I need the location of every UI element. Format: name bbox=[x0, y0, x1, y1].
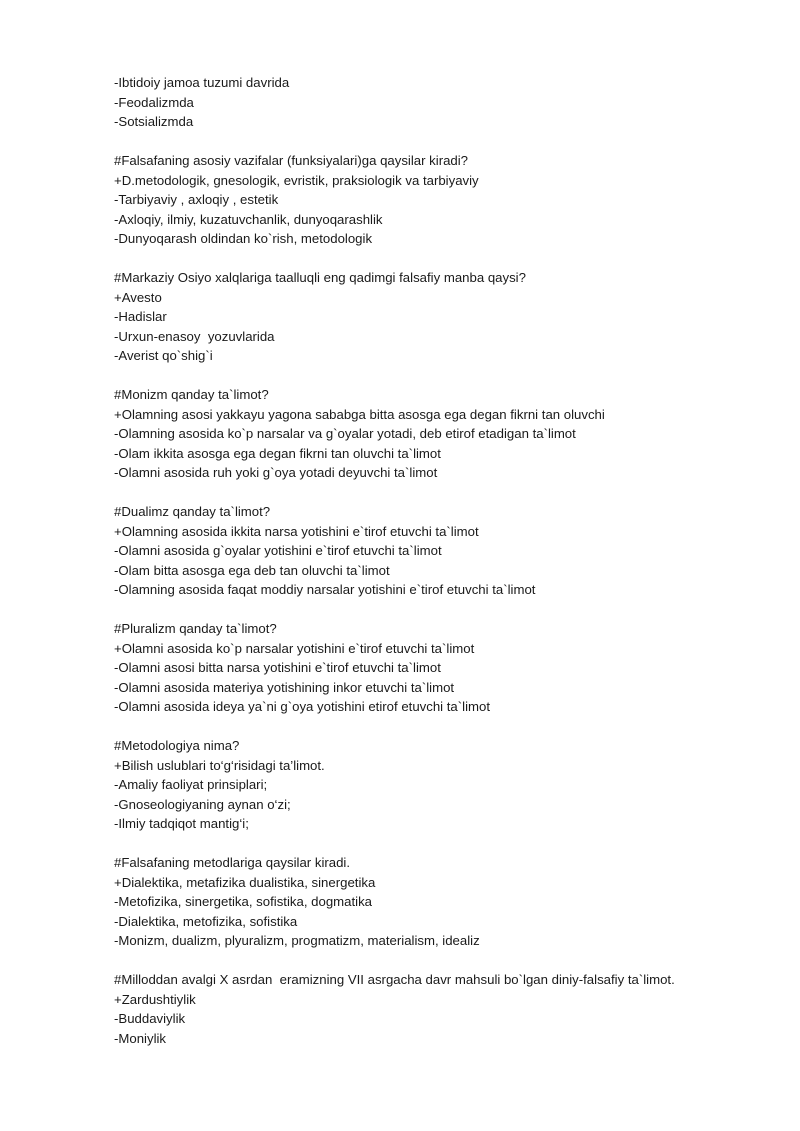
option-line: +Avesto bbox=[114, 289, 162, 305]
option-line: -Olam bitta asosga ega deb tan oluvchi ta`limot bbox=[114, 562, 390, 578]
question-block bbox=[114, 970, 740, 1048]
option-line: -Amaliy faoliyat prinsiplari; bbox=[114, 777, 268, 792]
option-line: -Olam ikkita asosga ega degan fikrni tan oluvchi ta`limot bbox=[114, 445, 441, 461]
option-line: -Olamning asosida faqat moddiy narsalar yotishini e`tirof etuvchi ta`limot bbox=[114, 582, 536, 597]
question-text: #Falsafaning asosiy vazifalar (funksiyalari)ga qaysilar kiradi? bbox=[114, 153, 469, 168]
option-line: -Hadislar bbox=[114, 309, 167, 324]
option-line: -Olamning asosida ko`p narsalar va g`oyalar yotadi, deb etirof etadigan ta`limot bbox=[114, 426, 576, 441]
option-line: -Monizm, dualizm, plyuralizm, progmatizm, materialism, idealiz bbox=[114, 933, 480, 948]
question-block bbox=[114, 619, 740, 717]
option-line: +Dialektika, metafizika dualistika, sinergetika bbox=[114, 874, 376, 890]
option-line: -Dunyoqarash oldindan ko`rish, metodologik bbox=[114, 231, 373, 246]
option-line: -Axloqiy, ilmiy, kuzatuvchanlik, dunyoqarashlik bbox=[114, 211, 383, 227]
option-line: -Moniylik bbox=[114, 1030, 167, 1046]
question-block bbox=[114, 268, 740, 366]
option-line: -Olamni asosida materiya yotishining inkor etuvchi ta`limot bbox=[114, 679, 455, 695]
option-line: +Olamning asosi yakkayu yagona sababga bitta asosga ega degan fikrni tan oluvchi bbox=[114, 406, 605, 422]
option-line: +Olamning asosida ikkita narsa yotishini e`tirof etuvchi ta`limot bbox=[114, 523, 479, 539]
intro-options bbox=[114, 73, 740, 132]
option-line: -Gnoseologiyaning aynan o‘zi; bbox=[114, 796, 291, 812]
question-text: #Falsafaning metodlariga qaysilar kiradi. bbox=[114, 855, 351, 870]
option-line: -Ilmiy tadqiqot mantig‘i; bbox=[114, 816, 249, 831]
option-line: -Olamni asosi bitta narsa yotishini e`tirof etuvchi ta`limot bbox=[114, 660, 441, 675]
option-line: -Feodalizmda bbox=[114, 94, 194, 110]
question-block bbox=[114, 853, 740, 951]
option-line: -Olamni asosida g`oyalar yotishini e`tirof etuvchi ta`limot bbox=[114, 543, 442, 558]
option-line: -Averist qo`shig`i bbox=[114, 348, 213, 363]
question-block bbox=[114, 385, 740, 483]
question-text: #Markaziy Osiyo xalqlariga taalluqli eng qadimgi falsafiy manba qaysi? bbox=[114, 270, 526, 285]
question-block bbox=[114, 151, 740, 249]
option-line: -Metofizika, sinergetika, sofistika, dogmatika bbox=[114, 894, 372, 909]
option-line: -Olamni asosida ruh yoki g`oya yotadi deyuvchi ta`limot bbox=[114, 465, 438, 480]
question-text: #Metodologiya nima? bbox=[114, 738, 240, 753]
option-line: +Olamni asosida ko`p narsalar yotishini e`tirof etuvchi ta`limot bbox=[114, 640, 475, 656]
option-line: +D.metodologik, gnesologik, evristik, praksiologik va tarbiyaviy bbox=[114, 172, 479, 188]
option-line: -Tarbiyaviy , axloqiy , estetik bbox=[114, 192, 279, 207]
question-block bbox=[114, 502, 740, 600]
question-text: #Dualimz qanday ta`limot? bbox=[114, 504, 271, 519]
question-block bbox=[114, 736, 740, 834]
option-line: -Ibtidoiy jamoa tuzumi davrida bbox=[114, 75, 290, 90]
option-line: -Olamni asosida ideya ya`ni g`oya yotishini etirof etuvchi ta`limot bbox=[114, 699, 491, 714]
option-line: -Sotsializmda bbox=[114, 114, 194, 129]
option-line: -Urxun-enasoy yozuvlarida bbox=[114, 328, 275, 344]
question-text: #Pluralizm qanday ta`limot? bbox=[114, 621, 277, 636]
question-text: #Milloddan avalgi X asrdan eramizning VII asrgacha davr mahsuli bo`lgan diniy-falsafiy ta`limot. bbox=[114, 972, 675, 987]
option-line: +Zardushtiylik bbox=[114, 991, 196, 1007]
option-line: -Buddaviylik bbox=[114, 1011, 186, 1026]
option-line: -Dialektika, metofizika, sofistika bbox=[114, 913, 298, 929]
option-line: +Bilish uslublari to‘g‘risidagi ta’limot. bbox=[114, 757, 325, 773]
question-text: #Monizm qanday ta`limot? bbox=[114, 387, 269, 402]
